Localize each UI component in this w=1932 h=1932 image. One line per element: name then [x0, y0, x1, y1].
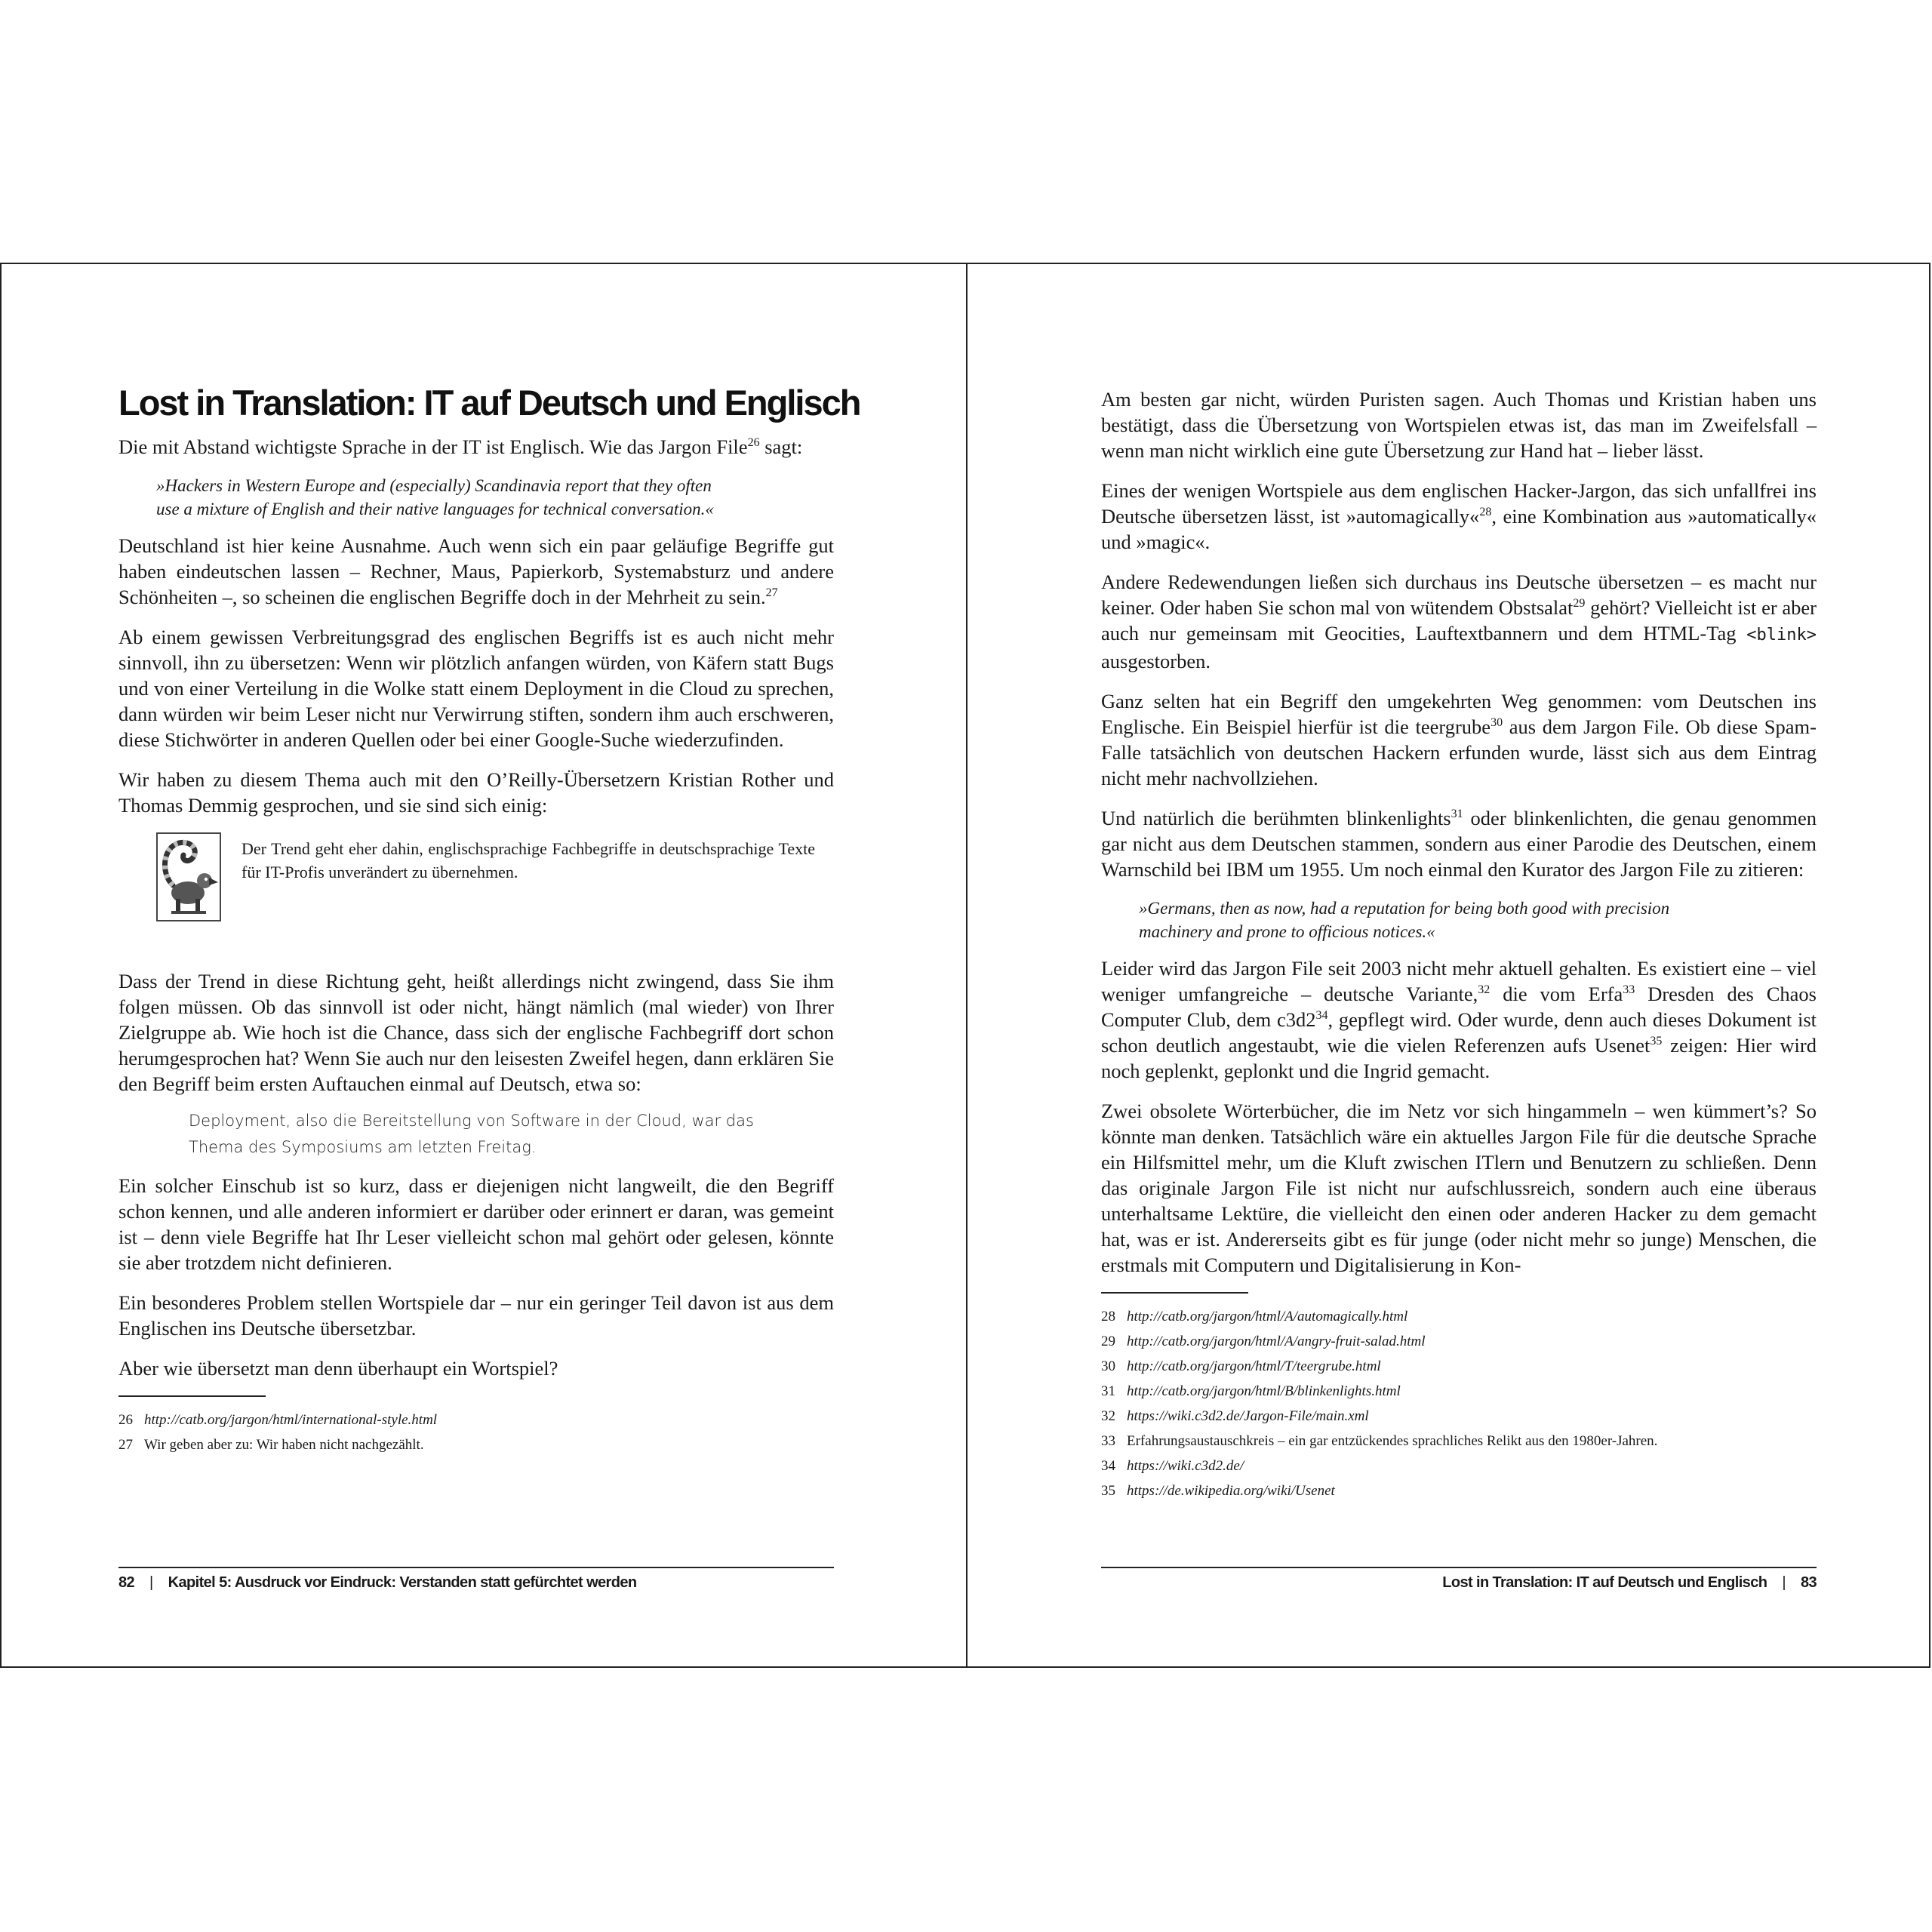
section-title: Lost in Translation: IT auf Deutsch und Englisch	[118, 383, 860, 423]
lemur-icon	[156, 832, 221, 921]
footnote-link[interactable]: http://catb.org/jargon/html/A/automagically.html	[1127, 1308, 1408, 1324]
footnote-link[interactable]: http://catb.org/jargon/html/B/blinkenlights.html	[1127, 1383, 1401, 1399]
footnote: 33 Erfahrungsaustauschkreis – ein gar entzückendes sprachliches Relikt aus den 1980er-Jahren.	[1101, 1432, 1658, 1449]
footnote-ref[interactable]: 28	[1479, 506, 1492, 518]
blockquote: »Hackers in Western Europe and (especially) Scandinavia report that they often use a mixture of English and their native languages for technical conversation.«	[156, 476, 714, 518]
footnote-ref[interactable]: 29	[1573, 597, 1586, 610]
paragraph: Zwei obsolete Wörterbücher, die im Netz vor sich hingammeln – wen kümmert’s? So könnte man denken. Tatsächlich wäre ein aktuelles Jargon File für die deutsche Sprache ein Hilfsmittel mehr, um die Kluft zwischen ITlern und Benutzern zu schließen. Denn das originale Jargon File ist nicht nur aufschlussreich, sondern auch eine überaus unterhaltsame Lektüre, die vielleicht den einen oder anderen Hacker zu dem gemacht hat, was er ist. Andererseits gibt es für junge (oder nicht mehr so junge) Menschen, die erstmals mit Computern und Digitalisierung in Kon-	[1101, 1100, 1817, 1276]
paragraph: Leider wird das Jargon File seit 2003 nicht mehr aktuell gehalten. Es existiert eine – viel weniger umfangreiche – deutsche Variante,$^{32}$ die vom Erfa$^{33}$ Dresden des Chaos Computer Club, dem $c3d2^{34}$, gepflegt wird. Oder wurde, denn auch dieses Dokument ist schon deutlich angestaubt, wie die vielen Referenzen aufs Usenet$^{35}$ zeigen: Hier wird noch geplenkt, geplonkt und die Ingrid gemacht.	[1101, 957, 1817, 1082]
footnote-ref[interactable]: 30	[1491, 716, 1503, 729]
running-head: Kapitel 5: Ausdruck vor Eindruck: Verstanden statt gefürchtet werden	[168, 1574, 637, 1591]
book-spread	[0, 263, 1930, 1668]
footnote-ref[interactable]: 35	[1650, 1035, 1663, 1048]
paragraph: Ab einem gewissen Verbreitungsgrad des englischen Begriffs ist es auch nicht mehr sinnvoll, ihn zu übersetzen: Wenn wir plötzlich anfangen würden, von Käfern statt Bugs und von einer Verteilung in die Wolke statt einem Deployment in die Cloud zu sprechen, dann würden wir beim Leser nicht nur Verwirrung stiften, sondern ihm auch erschweren, diese Stichwörter in anderen Quellen oder bei einer Google-Suche wiederzufinden.	[118, 626, 834, 751]
paragraph: Am besten gar nicht, würden Puristen sagen. Auch Thomas und Kristian haben uns bestätigt, dass die Übersetzung von Wortspielen etwas ist, das man im Zweifelsfall – wenn man nicht wirklich eine gute Übersetzung zur Hand hat – lieber lässt.	[1101, 388, 1817, 462]
page-number: 83	[1800, 1574, 1817, 1591]
code-inline: <blink>	[1746, 626, 1817, 645]
footnote: 26 http://catb.org/jargon/html/international-style.html	[118, 1411, 438, 1428]
blockquote: »Germans, then as now, had a reputation for being both good with precision machinery and prone to officious notices.«	[1139, 899, 1670, 941]
footnote-ref[interactable]: 31	[1451, 808, 1463, 820]
paragraph: Und natürlich die berühmten blinkenlights$^{31}$ oder blinkenlichten, die genau genommen gar nicht aus dem Deutschen stammen, sondern aus einer Parodie des Deutschen, einem Warnschild bei IBM um 1955. Um noch einmal den Kurator des Jargon File zu zitieren:	[1101, 807, 1817, 881]
footnote: 27 Wir geben aber zu: Wir haben nicht nachgezählt.	[118, 1436, 424, 1453]
page-footer: Lost in Translation: IT auf Deutsch und Englisch | 83	[1442, 1574, 1817, 1591]
footnote-rule	[118, 1395, 266, 1397]
footnotes	[1101, 1304, 1817, 1503]
footnote: 30 http://catb.org/jargon/html/T/teergrube.html	[1101, 1358, 1381, 1374]
left-page-body	[118, 434, 834, 1457]
paragraph: Deutschland ist hier keine Ausnahme. Auch wenn sich ein paar geläufige Begriffe gut haben eindeutschen lassen – Rechner, Maus, Papierkorb, Systemabsturz und andere Schönheiten –, so scheinen die englischen Begriffe doch in der Mehrheit zu sein.$^{27}$	[118, 534, 834, 608]
note-box	[118, 832, 834, 938]
footnote-link[interactable]: http://catb.org/jargon/html/international-style.html	[144, 1411, 438, 1428]
footnote: 31 http://catb.org/jargon/html/B/blinkenlights.html	[1101, 1383, 1401, 1399]
footer-rule	[118, 1567, 834, 1568]
paragraph: Ganz selten hat ein Begriff den umgekehrten Weg genommen: vom Deutschen ins Englische. Ein Beispiel hierfür ist die teergrube$^{30}$ aus dem Jargon File. Ob diese Spam-Falle tatsächlich von deutschen Hackern erfunden wurde, lässt sich aus dem Eintrag nicht mehr nachvollziehen.	[1101, 690, 1817, 789]
paragraph: Eines der wenigen Wortspiele aus dem englischen Hacker-Jargon, das sich unfallfrei ins Deutsche übersetzen lässt, ist »automagically«$^{28}$, eine Kombination aus »automatically« und »magic«.	[1101, 479, 1817, 553]
footnote: 28 http://catb.org/jargon/html/A/automagically.html	[1101, 1308, 1408, 1324]
note-text: Der Trend geht eher dahin, englischsprachige Fachbegriffe in deutschsprachige Texte für IT-Profis unverändert zu übernehmen.	[242, 839, 815, 881]
paragraph: Aber wie übersetzt man denn überhaupt ein Wortspiel?	[118, 1357, 558, 1380]
footnote-link[interactable]: http://catb.org/jargon/html/T/teergrube.html	[1127, 1358, 1381, 1374]
footnote: 32 https://wiki.c3d2.de/Jargon-File/main.xml	[1101, 1407, 1369, 1424]
footnote: 35 https://de.wikipedia.org/wiki/Usenet	[1101, 1482, 1335, 1499]
running-head: Lost in Translation: IT auf Deutsch und Englisch	[1442, 1574, 1767, 1591]
page-gutter	[966, 264, 968, 1666]
left-page	[118, 264, 860, 1666]
footnote-ref[interactable]: 27	[765, 586, 778, 599]
footnote-rule	[1101, 1292, 1248, 1294]
page-number: 82	[118, 1574, 135, 1591]
paragraph: Wir haben zu diesem Thema auch mit den O’Reilly-Übersetzern Kristian Rother und Thomas Demmig gesprochen, und sie sind sich einig:	[118, 768, 834, 817]
footnote-ref[interactable]: 26	[747, 436, 760, 449]
footnote: 29 http://catb.org/jargon/html/A/angry-fruit-salad.html	[1101, 1333, 1426, 1349]
right-page	[1101, 264, 1817, 1666]
footnote-ref[interactable]: 33	[1623, 983, 1635, 996]
paragraph: Die mit Abstand wichtigste Sprache in der IT ist Englisch. Wie das Jargon File$^{26}$ sagt:	[118, 435, 803, 458]
example-block: Deployment, also die Bereitstellung von Software in der Cloud, war das Thema des Symposiums am letzten Freitag.	[189, 1112, 754, 1156]
footer-rule	[1101, 1567, 1817, 1568]
footnote-link[interactable]: https://wiki.c3d2.de/Jargon-File/main.xml	[1127, 1407, 1369, 1424]
footnote-ref[interactable]: 34	[1315, 1009, 1328, 1022]
footnote-link[interactable]: https://wiki.c3d2.de/	[1127, 1457, 1244, 1474]
paragraph: Ein solcher Einschub ist so kurz, dass er diejenigen nicht langweilt, die den Begriff schon kennen, und alle anderen informiert er darüber oder erinnert er daran, was gemeint ist – denn viele Begriffe hat Ihr Leser vielleicht schon mal gehört oder gelesen, könnte sie aber trotzdem nicht definieren.	[118, 1174, 834, 1274]
footnote-link[interactable]: http://catb.org/jargon/html/A/angry-fruit-salad.html	[1127, 1333, 1426, 1349]
footnote: 34 https://wiki.c3d2.de/	[1101, 1457, 1244, 1474]
right-page-body	[1101, 386, 1817, 1503]
footnote-ref[interactable]: 32	[1478, 983, 1491, 996]
page-footer: 82 | Kapitel 5: Ausdruck vor Eindruck: Verstanden statt gefürchtet werden	[118, 1574, 637, 1591]
footnotes	[118, 1407, 834, 1457]
footnote-link[interactable]: https://de.wikipedia.org/wiki/Usenet	[1127, 1482, 1335, 1499]
paragraph: Andere Redewendungen ließen sich durchaus ins Deutsche übersetzen – es macht nur keiner. Oder haben Sie schon mal von wütendem Obstsalat$^{29}$ gehört? Vielleicht ist er aber auch nur gemeinsam mit Geocities, Lauftextbannern und dem HTML-Tag <blink> ausgestorben.	[1101, 571, 1817, 672]
paragraph: Dass der Trend in diese Richtung geht, heißt allerdings nicht zwingend, dass Sie ihm folgen müssen. Ob das sinnvoll ist oder nicht, hängt nämlich (mal wieder) von Ihrer Zielgruppe ab. Wie hoch ist die Chance, dass sich der englische Fachbegriff dort schon herumgesprochen hat? Wenn Sie auch nur den leisesten Zweifel hegen, dann erklären Sie den Begriff beim ersten Auftauchen einmal auf Deutsch, etwa so:	[118, 970, 834, 1095]
paragraph: Ein besonderes Problem stellen Wortspiele dar – nur ein geringer Teil davon ist aus dem Englischen ins Deutsche übersetzbar.	[118, 1291, 834, 1340]
